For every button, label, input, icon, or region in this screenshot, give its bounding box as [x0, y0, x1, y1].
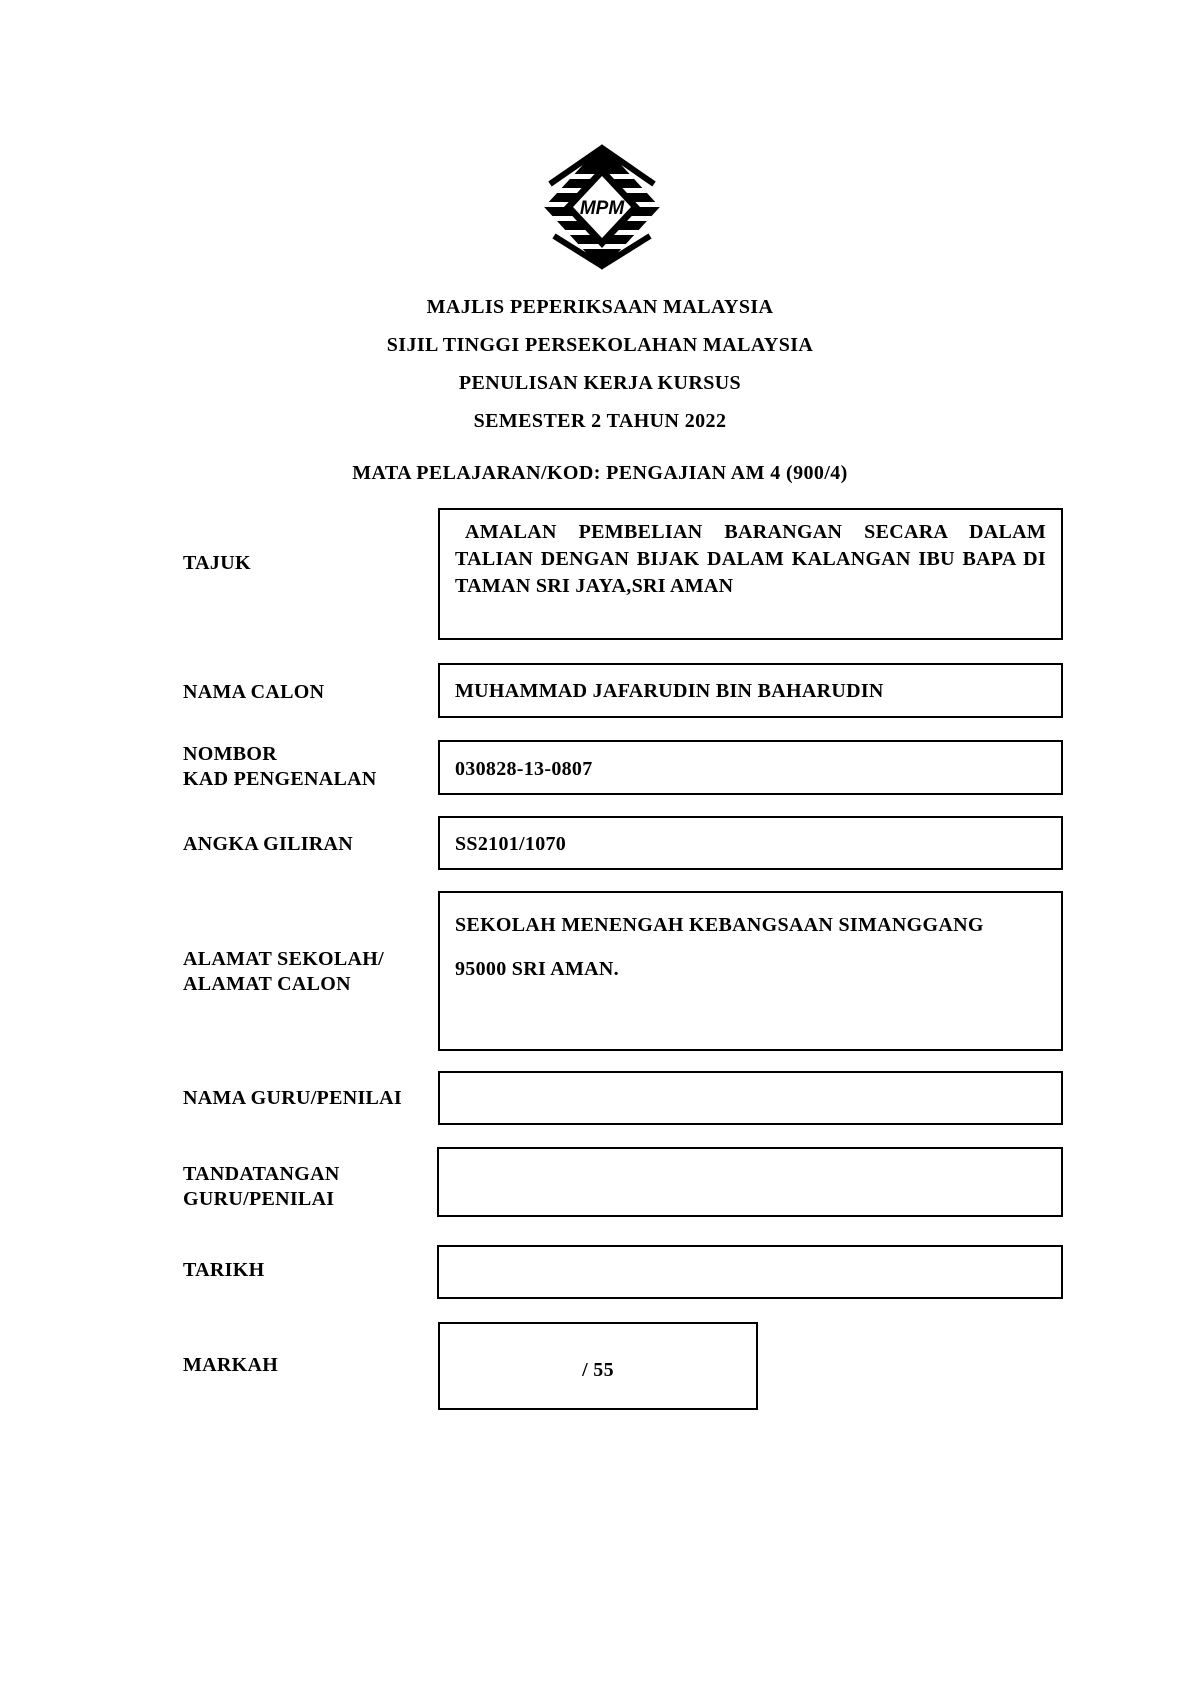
markah-field[interactable] [438, 1322, 758, 1410]
nombor-kp-label-line1: NOMBOR [183, 743, 278, 765]
tandatangan-label-line1: TANDATANGAN [183, 1163, 340, 1185]
logo-text: MPM [579, 198, 625, 219]
markah-label: MARKAH [183, 1354, 279, 1376]
subject-line: MATA PELAJARAN/KOD: PENGAJIAN AM 4 (900/4) [352, 462, 848, 484]
nombor-kp-label [183, 742, 377, 792]
tandatangan-value [439, 1149, 1061, 1169]
alamat-label [183, 947, 384, 997]
nama-guru-label: NAMA GURU/PENILAI [183, 1087, 402, 1109]
nama-guru-field[interactable] [438, 1071, 1063, 1125]
tarikh-field[interactable] [437, 1245, 1063, 1299]
tandatangan-field[interactable] [437, 1147, 1063, 1217]
nama-calon-label: NAMA CALON [183, 681, 325, 703]
alamat-field[interactable] [438, 891, 1063, 1051]
alamat-value-line1: SEKOLAH MENENGAH KEBANGSAAN SIMANGGANG [455, 914, 984, 936]
markah-value: / 55 [582, 1359, 614, 1381]
header-line-1: MAJLIS PEPERIKSAAN MALAYSIA [426, 296, 774, 318]
alamat-label-line2: ALAMAT CALON [183, 973, 351, 995]
mpm-logo-icon [544, 144, 660, 270]
angka-giliran-value: SS2101/1070 [455, 833, 567, 855]
header-line-4: SEMESTER 2 TAHUN 2022 [473, 410, 727, 432]
nama-calon-value: MUHAMMAD JAFARUDIN BIN BAHARUDIN [455, 680, 884, 702]
tandatangan-label [183, 1162, 340, 1212]
tajuk-value: AMALAN PEMBELIAN BARANGAN SECARA DALAM TALIAN DENGAN BIJAK DALAM KALANGAN IBU BAPA DI TAMAN SRI JAYA,SRI AMAN [455, 521, 1046, 597]
nombor-kp-label-line2: KAD PENGENALAN [183, 768, 377, 790]
nombor-kp-field[interactable] [438, 740, 1063, 795]
alamat-value-line2: 95000 SRI AMAN. [455, 958, 619, 980]
nombor-kp-value: 030828-13-0807 [455, 758, 593, 780]
tarikh-value [439, 1247, 1061, 1260]
header-line-2: SIJIL TINGGI PERSEKOLAHAN MALAYSIA [386, 334, 814, 356]
alamat-label-line1: ALAMAT SEKOLAH/ [183, 948, 385, 970]
tajuk-field[interactable] [438, 508, 1063, 640]
tajuk-label: TAJUK [183, 552, 251, 574]
nama-guru-value [440, 1073, 1061, 1086]
angka-giliran-field[interactable] [438, 816, 1063, 870]
header-line-3: PENULISAN KERJA KURSUS [458, 372, 742, 394]
tarikh-label: TARIKH [183, 1259, 265, 1281]
tandatangan-label-line2: GURU/PENILAI [183, 1188, 335, 1210]
nama-calon-field[interactable] [438, 663, 1063, 718]
angka-giliran-label: ANGKA GILIRAN [183, 833, 354, 855]
